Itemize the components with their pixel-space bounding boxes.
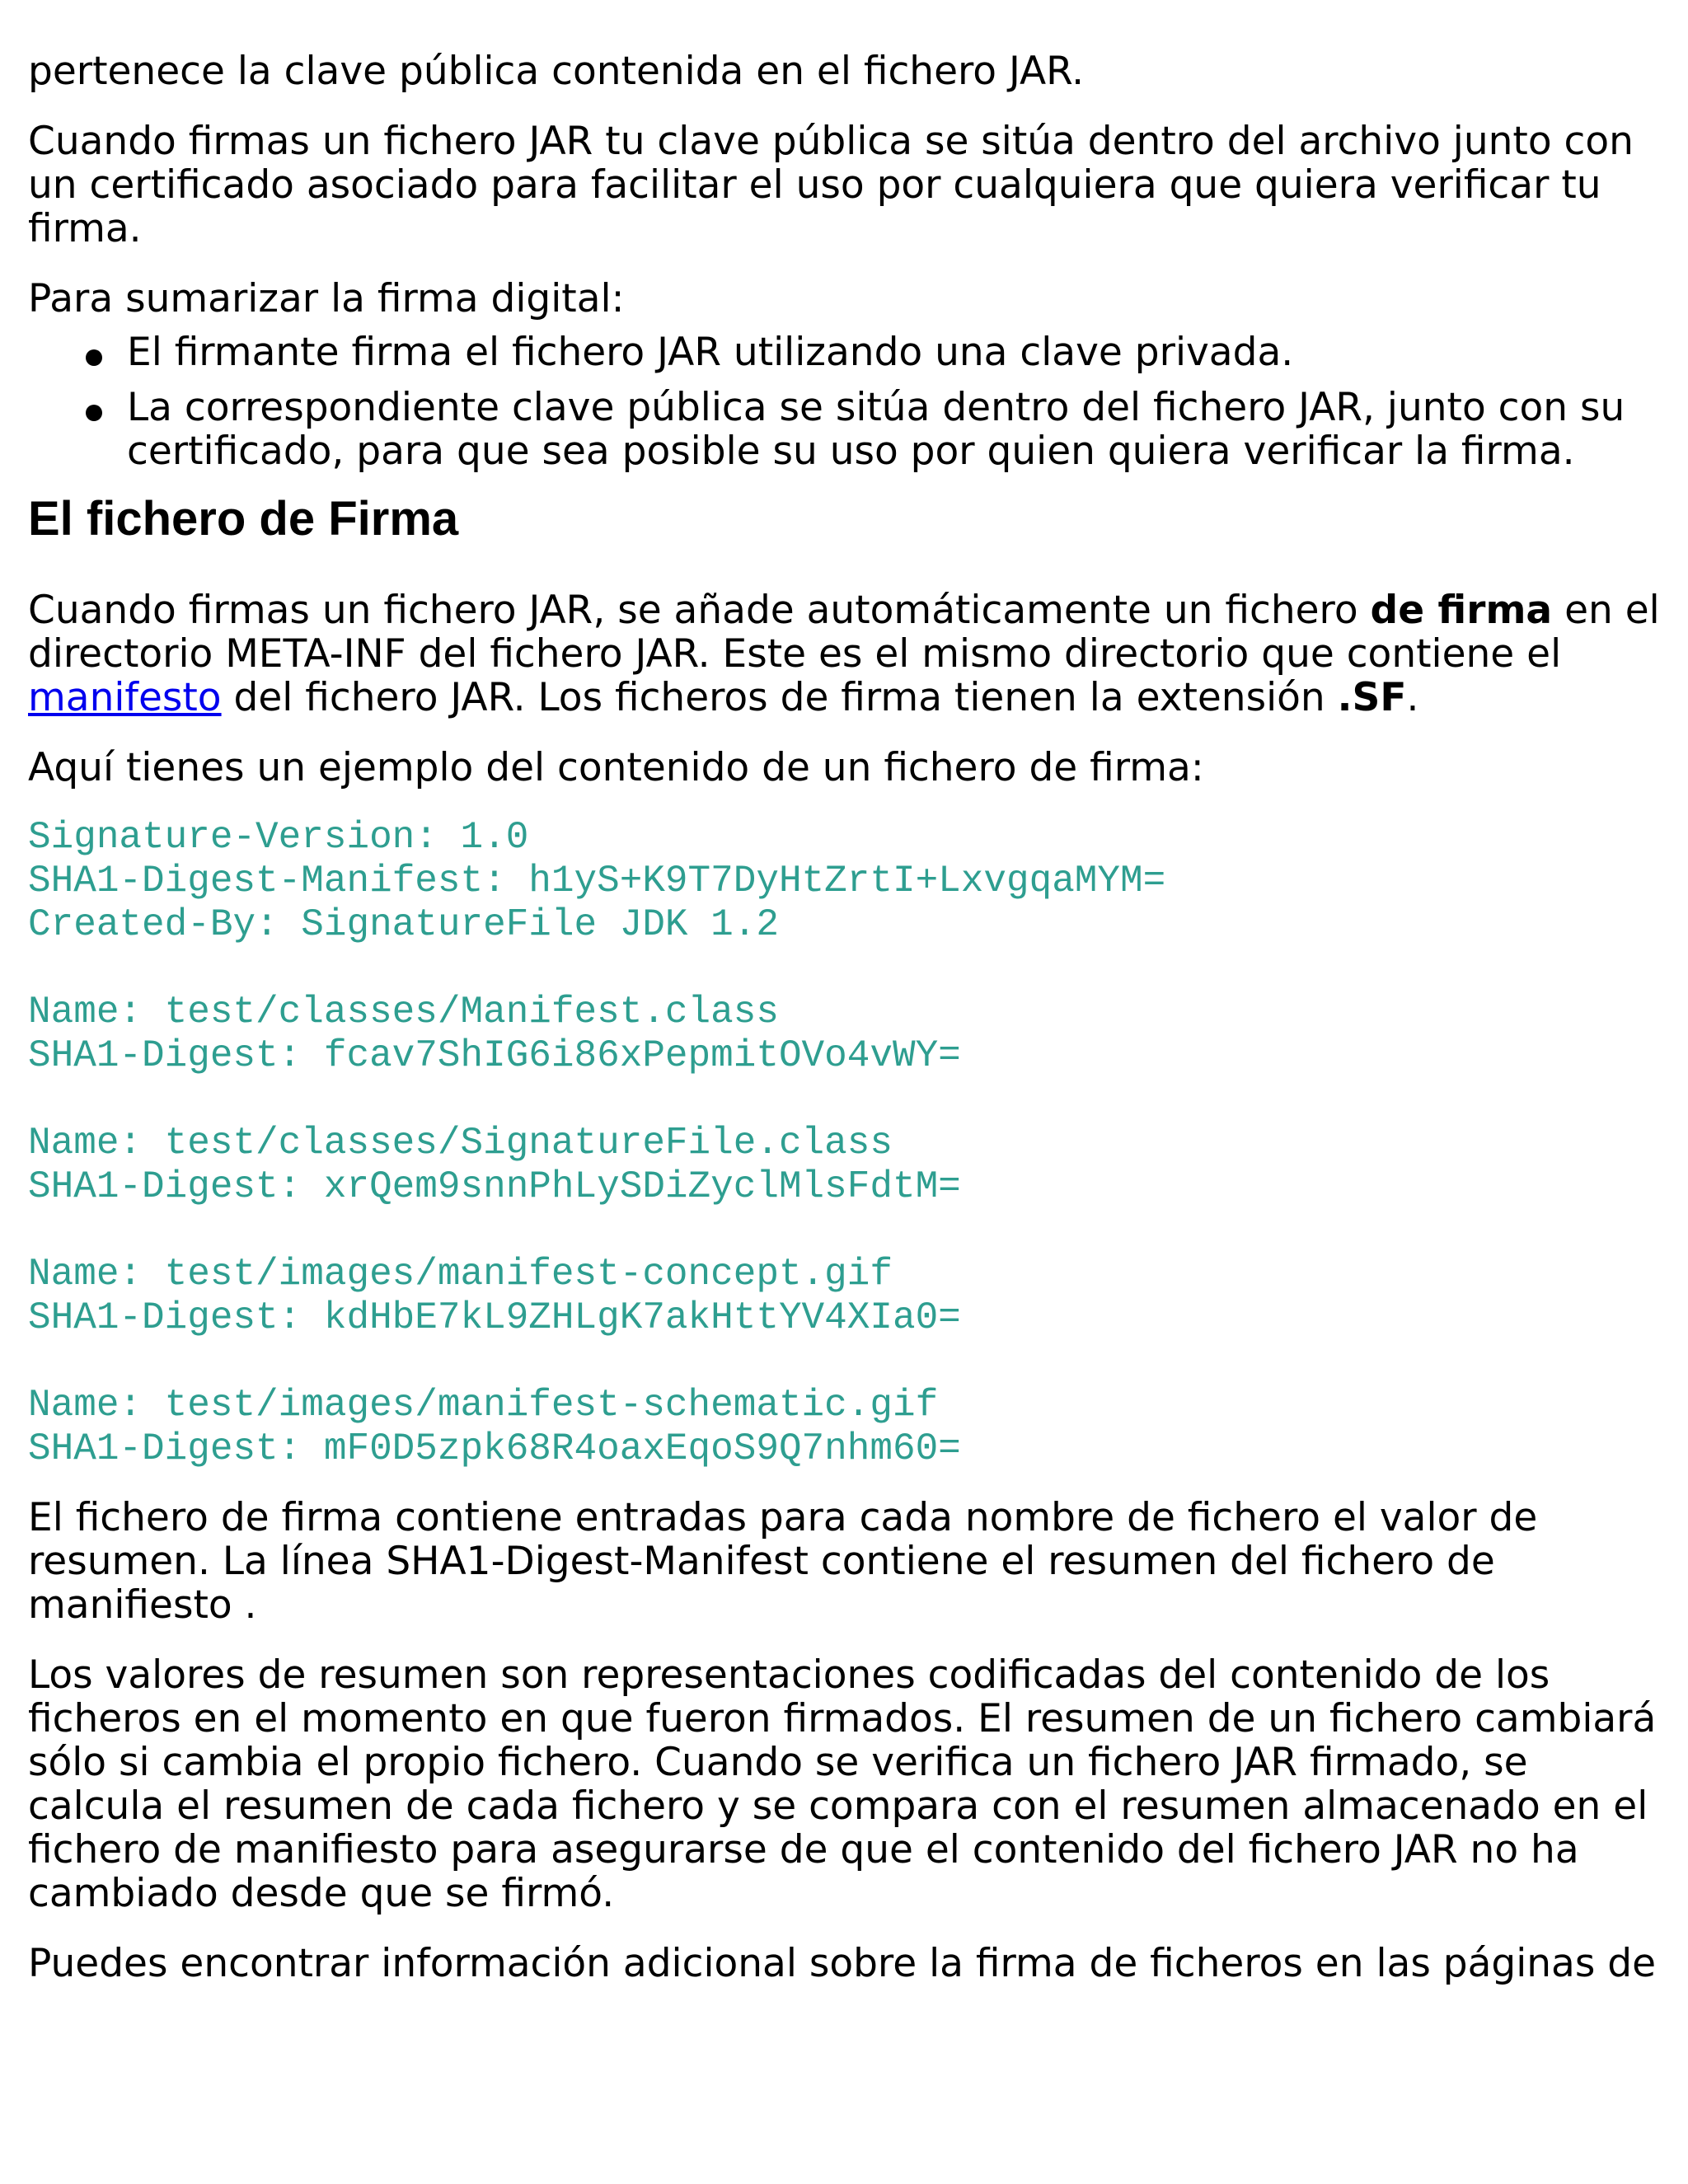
- summary-list: [28, 330, 1660, 473]
- manifesto-link[interactable]: manifesto: [28, 675, 222, 720]
- summary-item: El firmante firma el fichero JAR utilizando una clave privada.: [127, 330, 1660, 374]
- sigfile-text-2: en el directorio META-INF del fichero JAR. Este es el mismo directorio que contiene el: [28, 588, 1660, 677]
- sigfile-text-4: .: [1406, 675, 1419, 720]
- signing-paragraph: Cuando firmas un fichero JAR tu clave pública se sitúa dentro del archivo junto con un certificado asociado para facilitar el uso por cualquiera que quiera verificar tu firma.: [28, 119, 1634, 251]
- sigfile-bold-term: de firma: [1370, 588, 1553, 633]
- example-lead: Aquí tienes un ejemplo del contenido de un fichero de firma:: [28, 745, 1204, 790]
- sigfile-extension: .SF: [1337, 675, 1407, 720]
- summary-lead: Para sumarizar la firma digital:: [28, 276, 625, 321]
- intro-paragraph: pertenece la clave pública contenida en el fichero JAR.: [28, 49, 1085, 94]
- signature-file-code-block: Signature-Version: 1.0 SHA1-Digest-Manifest: h1yS+K9T7DyHtZrtI+LxvgqaMYM= Created-By: SignatureFile JDK 1.2 Name: test/classes/Manifest.class SHA1-Digest: fcav7ShIG6i86xPepmitOVo4vWY= Name: test/classes/SignatureFile.class SHA1-Digest: xrQem9snnPhLySDiZyclMlsFdtM= Name: test/images/manifest-concept.gif SHA1-Digest: kdHbE7kL9ZHLgK7akHttYV4XIa0= Name: test/images/manifest-schematic.gif SHA1-Digest: mF0D5zpk68R4oaxEqoS9Q7nhm60=: [28, 816, 1166, 1470]
- summary-item: La correspondiente clave pública se sitúa dentro del fichero JAR, junto con su certificado, para que sea posible su uso por quien quiera verificar la firma.: [127, 386, 1660, 473]
- sigfile-paragraph: [28, 588, 1660, 719]
- sigfile-text-1: Cuando firmas un fichero JAR, se añade automáticamente un fichero: [28, 588, 1371, 633]
- entries-paragraph: El fichero de firma contiene entradas para cada nombre de fichero el valor de resumen. La línea SHA1-Digest-Manifest contiene el resumen del fichero de manifiesto .: [28, 1495, 1538, 1628]
- more-info-paragraph: Puedes encontrar información adicional sobre la firma de ficheros en las páginas de: [28, 1941, 1657, 1986]
- section-heading: El fichero de Firma: [28, 492, 459, 546]
- sigfile-text-3: del fichero JAR. Los ficheros de firma tienen la extensión: [221, 675, 1338, 720]
- digest-paragraph: Los valores de resumen son representaciones codificadas del contenido de los ficheros en el momento en que fueron firmados. El resumen de un fichero cambiará sólo si cambia el propio fichero. Cuando se verifica un fichero JAR firmado, se calcula el resumen de cada fichero y se compara con el resumen almacenado en el fichero de manifiesto para asegurarse de que el contenido del fichero JAR no ha cambiado desde que se firmó.: [28, 1652, 1657, 1916]
